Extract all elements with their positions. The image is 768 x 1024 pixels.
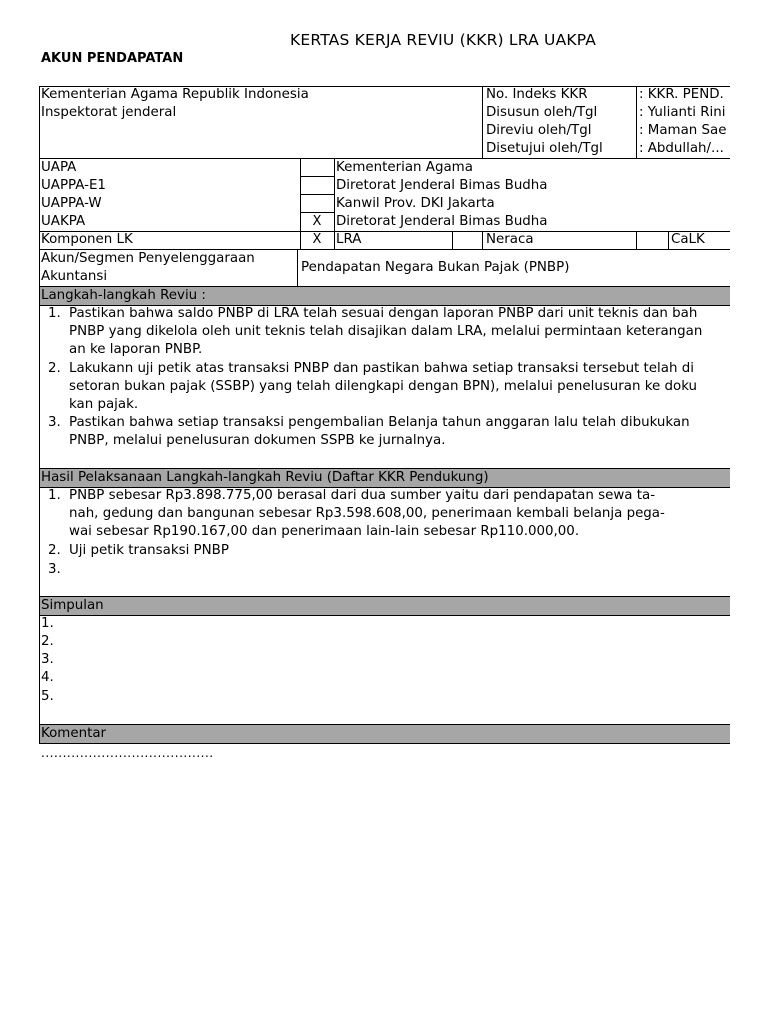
unit-name-uappa-e1: Diretorat Jenderal Bimas Budha — [336, 178, 548, 193]
komponen-label: Komponen LK — [41, 232, 133, 247]
komentar-placeholder: ........................................ — [41, 746, 214, 760]
langkah-line: PNBP, melalui penelusuran dokumen SSPB ke jurnalnya. — [69, 433, 446, 448]
meta-label-index: No. Indeks KKR — [486, 87, 588, 102]
komponen-mark: X — [312, 232, 322, 247]
hasil-line: nah, gedung dan bangunan sebesar Rp3.598.608,00, penerimaan kembali belanja pega- — [69, 506, 665, 521]
meta-label-disusun: Disusun oleh/Tgl — [486, 105, 598, 120]
langkah-line: setoran bukan pajak (SSBP) yang telah dilengkapi dengan BPN), melalui penelusuran ke doku — [69, 379, 698, 394]
akun-value: Pendapatan Negara Bukan Pajak (PNBP) — [301, 260, 570, 275]
unit-mark-uakpa: X — [312, 214, 322, 229]
table-rule — [300, 194, 334, 195]
hasil-line: wai sebesar Rp190.167,00 dan penerimaan lain-lain sebesar Rp110.000,00. — [69, 524, 580, 539]
langkah-num-3: 3. — [48, 415, 61, 430]
table-rule — [482, 231, 483, 249]
meta-label-direviu: Direviu oleh/Tgl — [486, 123, 592, 138]
komponen-option-calk: CaLK — [671, 232, 705, 247]
simpulan-item: 5. — [41, 689, 54, 704]
table-rule — [39, 596, 730, 597]
langkah-num-2: 2. — [48, 361, 61, 376]
simpulan-header-bar — [40, 597, 730, 615]
komponen-option-lra: LRA — [336, 232, 362, 247]
hasil-line: PNBP sebesar Rp3.898.775,00 berasal dari dua sumber yaitu dari pendapatan sewa ta- — [69, 488, 656, 503]
akun-label: Akun/Segmen Penyelenggaraan — [41, 251, 255, 266]
langkah-line: Lakukann uji petik atas transaksi PNBP dan pastikan bahwa setiap transaksi tersebut telah di — [69, 361, 694, 376]
unit-label-uakpa: UAKPA — [41, 214, 86, 229]
table-rule — [39, 615, 730, 616]
langkah-line: kan pajak. — [69, 397, 139, 412]
langkah-line: an ke laporan PNBP. — [69, 342, 203, 357]
langkah-line: Pastikan bahwa saldo PNBP di LRA telah sesuai dengan laporan PNBP dari unit teknis dan bah — [69, 306, 698, 321]
unit-label-uappa-e1: UAPPA-E1 — [41, 178, 106, 193]
org-name: Kementerian Agama Republik Indonesia — [41, 87, 309, 102]
langkah-num-1: 1. — [48, 306, 61, 321]
table-rule — [300, 176, 334, 177]
unit-label-uapa: UAPA — [41, 160, 77, 175]
simpulan-item: 4. — [41, 670, 54, 685]
komentar-header: Komentar — [41, 726, 107, 741]
meta-label-disetujui: Disetujui oleh/Tgl — [486, 141, 603, 156]
table-rule — [636, 231, 637, 249]
table-rule — [668, 231, 669, 249]
langkah-line: Pastikan bahwa setiap transaksi pengembalian Belanja tahun anggaran lalu telah dibukukan — [69, 415, 690, 430]
komponen-option-neraca: Neraca — [486, 232, 534, 247]
hasil-line: Uji petik transaksi PNBP — [69, 543, 229, 558]
table-rule — [39, 231, 730, 232]
table-rule — [39, 724, 730, 725]
langkah-header: Langkah-langkah Reviu : — [41, 288, 206, 303]
hasil-num-2: 2. — [48, 543, 61, 558]
meta-value-index: : KKR. PEND. — [639, 87, 724, 102]
hasil-num-1: 1. — [48, 488, 61, 503]
komentar-header-bar — [40, 725, 730, 743]
table-rule — [482, 86, 483, 158]
unit-name-uapa: Kementerian Agama — [336, 160, 473, 175]
unit-label-uappa-w: UAPPA-W — [41, 196, 102, 211]
table-rule — [452, 231, 453, 249]
page-title: KERTAS KERJA REVIU (KKR) LRA UAKPA — [290, 31, 597, 49]
org-unit: Inspektorat jenderal — [41, 105, 177, 120]
table-border-left — [39, 86, 40, 743]
table-rule — [300, 158, 301, 249]
simpulan-item: 1. — [41, 616, 54, 631]
table-rule — [297, 249, 298, 286]
hasil-header: Hasil Pelaksanaan Langkah-langkah Reviu (Daftar KKR Pendukung) — [41, 470, 489, 485]
unit-name-uakpa: Diretorat Jenderal Bimas Budha — [336, 214, 548, 229]
hasil-num-3: 3. — [48, 562, 61, 577]
table-rule — [334, 158, 335, 249]
akun-label-cont: Akuntansi — [41, 269, 108, 284]
simpulan-item: 2. — [41, 634, 54, 649]
table-rule — [636, 86, 637, 158]
langkah-line: PNBP yang dikelola oleh unit teknis telah disajikan dalam LRA, melalui permintaan keterangan — [69, 324, 703, 339]
meta-value-direviu: : Maman Sae — [639, 123, 727, 138]
simpulan-item: 3. — [41, 652, 54, 667]
unit-name-uappa-w: Kanwil Prov. DKI Jakarta — [336, 196, 495, 211]
simpulan-header: Simpulan — [41, 598, 104, 613]
meta-value-disusun: : Yulianti Rini — [639, 105, 726, 120]
page-subtitle: AKUN PENDAPATAN — [41, 51, 184, 66]
meta-value-disetujui: : Abdullah/... — [639, 141, 724, 156]
